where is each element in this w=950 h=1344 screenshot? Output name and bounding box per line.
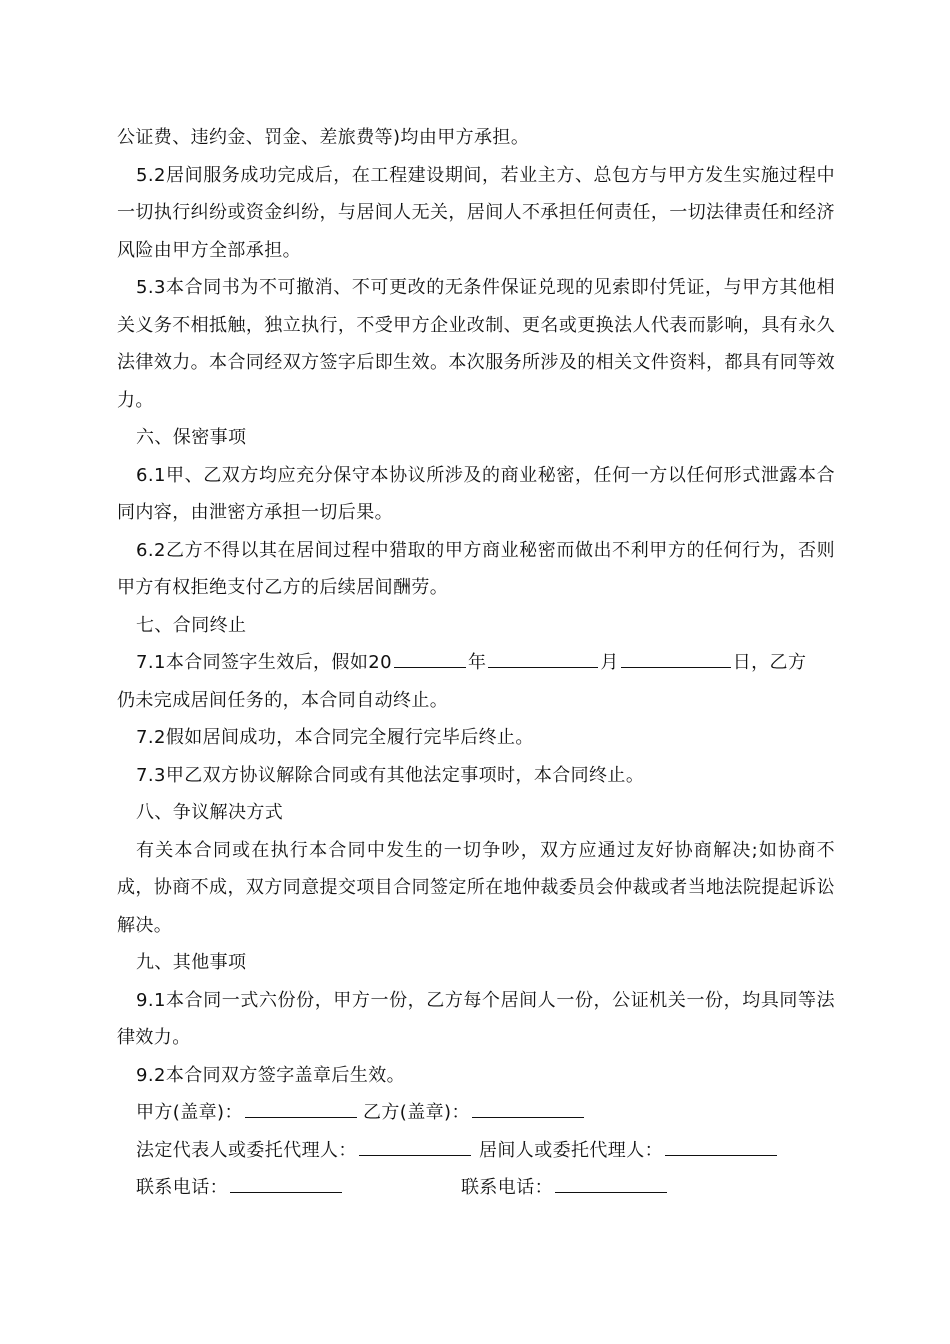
party-a-seal-blank[interactable] [245, 1099, 357, 1118]
heading-dispute: 八、争议解决方式 [136, 802, 284, 823]
rep-a-label: 法定代表人或委托代理人： [136, 1139, 357, 1161]
clause-6-1: 6.1甲、乙双方均应充分保守本协议所涉及的商业秘密，任何一方以任何形式泄露本合同内容，由泄密方承担一切后果。 [117, 464, 835, 523]
clause-dispute: 有关本合同或在执行本合同中发生的一切争吵，双方应通过友好协商解决;如协商不成，协商不成，双方同意提交项目合同签定所在地仲裁委员会仲裁或者当地法院提起诉讼解决。 [117, 839, 835, 936]
clause-9-1: 9.1本合同一式六份份，甲方一份，乙方每个居间人一份，公证机关一份，均具同等法律效力。 [117, 989, 835, 1048]
clause-9-2: 9.2本合同双方签字盖章后生效。 [136, 1064, 406, 1086]
clause-7-1-continuation: 仍未完成居间任务的，本合同自动终止。 [117, 689, 449, 711]
party-b-seal-blank[interactable] [472, 1099, 584, 1118]
rep-b-group [479, 1132, 779, 1170]
month-blank[interactable] [488, 649, 598, 668]
phone-a-label: 联系电话： [136, 1177, 228, 1198]
party-a-seal-label: 甲方(盖章)： [136, 1102, 243, 1123]
signature-row-phone [117, 1169, 835, 1207]
paragraph-costs: 公证费、违约金、罚金、差旅费等)均由甲方承担。 [117, 127, 530, 148]
phone-a-group [136, 1169, 344, 1207]
party-a-seal-group [136, 1094, 359, 1132]
party-b-seal-label: 乙方(盖章)： [363, 1102, 470, 1123]
party-b-seal-group [363, 1094, 586, 1132]
year-label: 年 [467, 652, 487, 673]
clause-5-3: 5.3本合同书为不可撤消、不可更改的无条件保证兑现的见索即付凭证，与甲方其他相关义务不相抵触，独立执行，不受甲方企业改制、更名或更换法人代表而影响，具有永久法律效力。本合同经双方签字后即生效。本次服务所涉及的相关文件资料，都具有同等效力。 [117, 277, 835, 411]
heading-termination: 七、合同终止 [136, 614, 247, 636]
day-suffix: 日，乙方 [732, 652, 807, 673]
clause-7-3: 7.3甲乙双方协议解除合同或有其他法定事项时，本合同终止。 [136, 764, 645, 786]
phone-b-group [461, 1169, 669, 1207]
day-blank[interactable] [621, 649, 731, 668]
phone-a-blank[interactable] [230, 1174, 342, 1193]
clause-7-2: 7.2假如居间成功，本合同完全履行完毕后终止。 [136, 727, 534, 748]
clause-7-1-line [117, 644, 835, 682]
clause-7-1-prefix: 7.1本合同签字生效后，假如20 [136, 652, 392, 673]
signature-row-representative [117, 1132, 835, 1170]
phone-b-label: 联系电话： [461, 1177, 553, 1198]
phone-b-blank[interactable] [555, 1174, 667, 1193]
year-blank[interactable] [394, 649, 466, 668]
heading-confidentiality: 六、保密事项 [136, 427, 247, 448]
month-label: 月 [600, 652, 619, 673]
rep-b-blank[interactable] [665, 1137, 777, 1156]
rep-a-blank[interactable] [359, 1137, 471, 1156]
signature-row-seal [117, 1094, 835, 1132]
clause-5-2: 5.2居间服务成功完成后，在工程建设期间，若业主方、总包方与甲方发生实施过程中一切执行纠纷或资金纠纷，与居间人无关，居间人不承担任何责任，一切法律责任和经济风险由甲方全部承担。 [117, 164, 835, 261]
heading-other-matters: 九、其他事项 [136, 952, 247, 973]
rep-a-group [136, 1132, 473, 1170]
rep-b-label: 居间人或委托代理人： [479, 1139, 663, 1161]
clause-6-2: 6.2乙方不得以其在居间过程中猎取的甲方商业秘密而做出不利甲方的任何行为，否则甲方有权拒绝支付乙方的后续居间酬劳。 [117, 539, 835, 598]
